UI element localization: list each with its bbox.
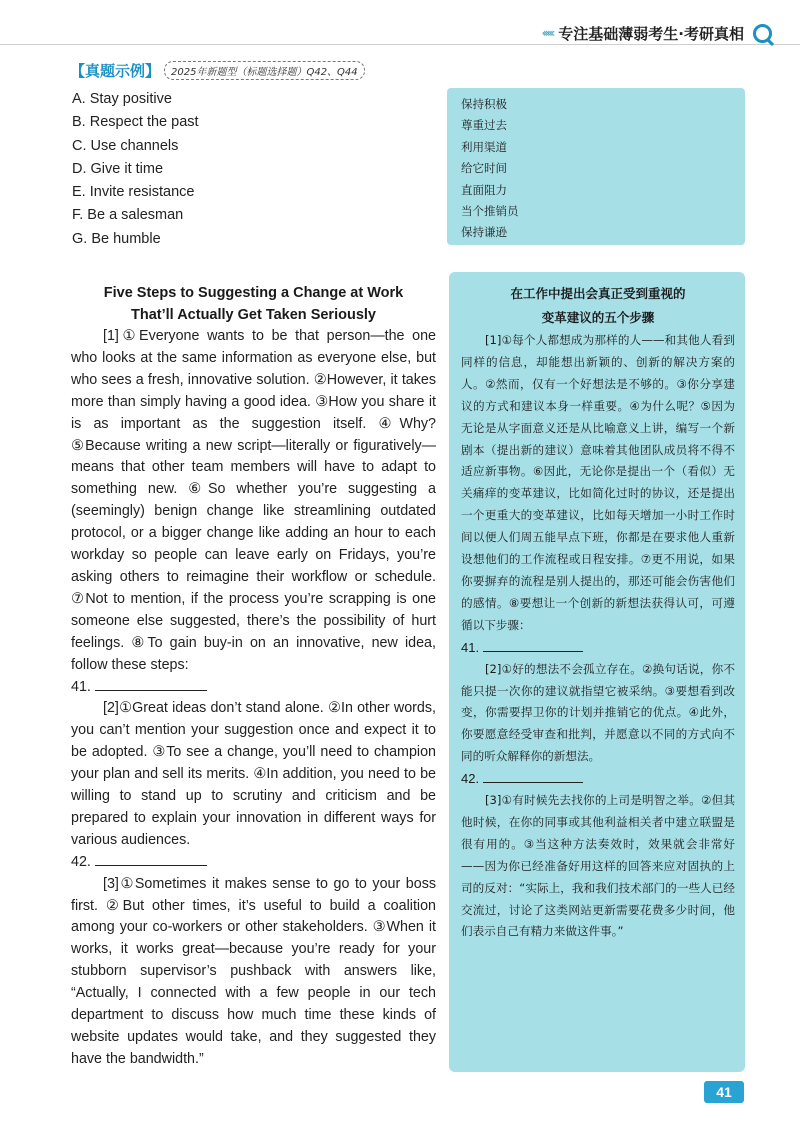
- cn-paragraph-1: [1]①每个人都想成为那样的人——和其他人看到同样的信息，却能想出新颖的、创新的解决方案的人。②然而，仅有一个好想法是不够的。③你分享建议的方式和建议本身一样重要。④为什么呢？⑤因为无论是从字面意义还是从比喻意义上讲，编写一个新剧本（提出新的建议）意味着其他团队成员将不得不适应新事物。⑥因此，无论你是提出一个（看似）无关痛痒的变革建议，比如简化过时的协议，还是提出一个更重大的变革建议，比如每天增加一小时工作时间以便人们周五能早点下班，你都是在要求他人重新设想他们的工作流程或日程安排。⑦更不用说，如果你要摒弃的流程是别人提出的，那还可能会伤害他们的感情。⑧要想让一个创新的新想法获得认可，可遵循以下步骤：: [461, 333, 735, 632]
- cn-blank-underline-42: [483, 771, 583, 783]
- option-f-cn: 当个推销员: [461, 204, 519, 219]
- q-logo-icon: [753, 24, 772, 43]
- blank-underline-41: [95, 677, 207, 691]
- option-d: D. Give it time: [72, 160, 164, 177]
- article-chinese: [449, 272, 745, 1072]
- option-e: E. Invite resistance: [72, 184, 195, 201]
- option-a-cn: 保持积极: [461, 97, 507, 111]
- option-c: C. Use channels: [72, 137, 179, 154]
- options-list-en: [72, 88, 199, 251]
- cn-blank-number-41: 41.: [461, 639, 480, 655]
- blank-number-41: 41.: [71, 678, 91, 695]
- option-b-cn: 尊重过去: [461, 118, 507, 133]
- option-c-cn: 利用渠道: [461, 139, 507, 154]
- example-source: 2025年新题型（标题选择题）Q42、Q44: [164, 61, 365, 80]
- article-title-line2: That’ll Actually Get Taken Seriously: [131, 307, 376, 323]
- cn-title-line2: 变革建议的五个步骤: [541, 310, 655, 325]
- option-g-cn: 保持谦逊: [461, 225, 507, 240]
- page-number: 41: [704, 1081, 744, 1103]
- paragraph-3: [3]①Sometimes it makes sense to go to your boss first. ②But other times, it’s useful to build a coalition among your co-workers or other stakeholders. ③When it works, it works great—because you’re ready for your stubborn supervisor’s pushback with answers like, “Actually, I connected with a few people in our tech department to discuss how much time these kinds of website updates would take, and they suggested they have the bandwidth.”: [71, 875, 436, 1067]
- answer-blank-42: [71, 852, 436, 874]
- example-label: 【真题示例】: [70, 62, 161, 80]
- option-f: F. Be a salesman: [72, 207, 184, 224]
- article-english: [71, 282, 436, 1071]
- blank-number-42: 42.: [71, 853, 91, 870]
- blank-underline-42: [95, 852, 207, 866]
- cn-blank-number-42: 42.: [461, 771, 480, 787]
- cn-blank-underline-41: [483, 640, 583, 652]
- chevrons-icon: ‹‹‹‹‹‹: [541, 26, 553, 40]
- article-title-line1: Five Steps to Suggesting a Change at Work: [103, 285, 404, 301]
- cn-answer-blank-41: [461, 637, 735, 659]
- option-g: G. Be humble: [72, 230, 161, 247]
- cn-paragraph-3: [3]①有时候先去找你的上司是明智之举。②但其他时候，在你的同事或其他利益相关者中建立联盟是很有用的。③当这种方法奏效时，效果就会非常好——因为你已经准备好用这样的回答来应对固执的上司的反对：“实际上，我和我们技术部门的一些人已经交流过，讨论了这类网站更新需要花费多少时间，他们表示自己有精力来做这件事。”: [461, 793, 735, 939]
- header-divider: [0, 44, 800, 45]
- paragraph-1: [1]①Everyone wants to be that person—the one who looks at the same information as everyone else, but who sees a fresh, innovative solution. ②However, it takes more than simply having a good idea. ③How you share it is as important as the suggestion itself. ④Why? ⑤Because writing a new script—literally or figuratively—means that other team members will have to adapt to something new. ⑥So whether you’re suggesting a (seemingly) benign change like streamlining outdated protocol, or a bigger change like adding an hour to each workday so people can leave early on Fridays, you’re asking others to reimagine their workflow or schedule. ⑦Not to mention, if the process you’re scrapping is one someone else suggested, there’s the possibility of hurt feelings. ⑧To gain buy-in on an innovative, new idea, follow these steps:: [71, 328, 436, 673]
- paragraph-2: [2]①Great ideas don’t stand alone. ②In other words, you can’t mention your suggestion once and expect it to be adopted. ③To see a change, you’ll need to champion your plan and sell its merits. ④In addition, you need to be willing to stand up to scrutiny and criticism and be prepared to explain your innovation in different ways for various audiences.: [71, 700, 436, 848]
- exam-example-tag: [70, 60, 365, 81]
- cn-title-line1: 在工作中提出会真正受到重视的: [510, 286, 686, 301]
- cn-answer-blank-42: [461, 768, 735, 790]
- options-list-cn: [447, 88, 745, 245]
- header-slogan: 专注基础薄弱考生·考研真相: [558, 24, 744, 43]
- option-b: B. Respect the past: [72, 114, 199, 131]
- option-d-cn: 给它时间: [461, 161, 507, 176]
- answer-blank-41: [71, 677, 436, 699]
- cn-paragraph-2: [2]①好的想法不会孤立存在。②换句话说，你不能只提一次你的建议就指望它被采纳。③要想看到改变，你需要捍卫你的计划并推销它的优点。④此外，你要愿意经受审查和批判，并愿意以不同的方式向不同的听众解释你的新想法。: [461, 661, 735, 764]
- page-header: [542, 22, 773, 44]
- option-a: A. Stay positive: [72, 91, 172, 107]
- option-e-cn: 直面阻力: [461, 182, 507, 197]
